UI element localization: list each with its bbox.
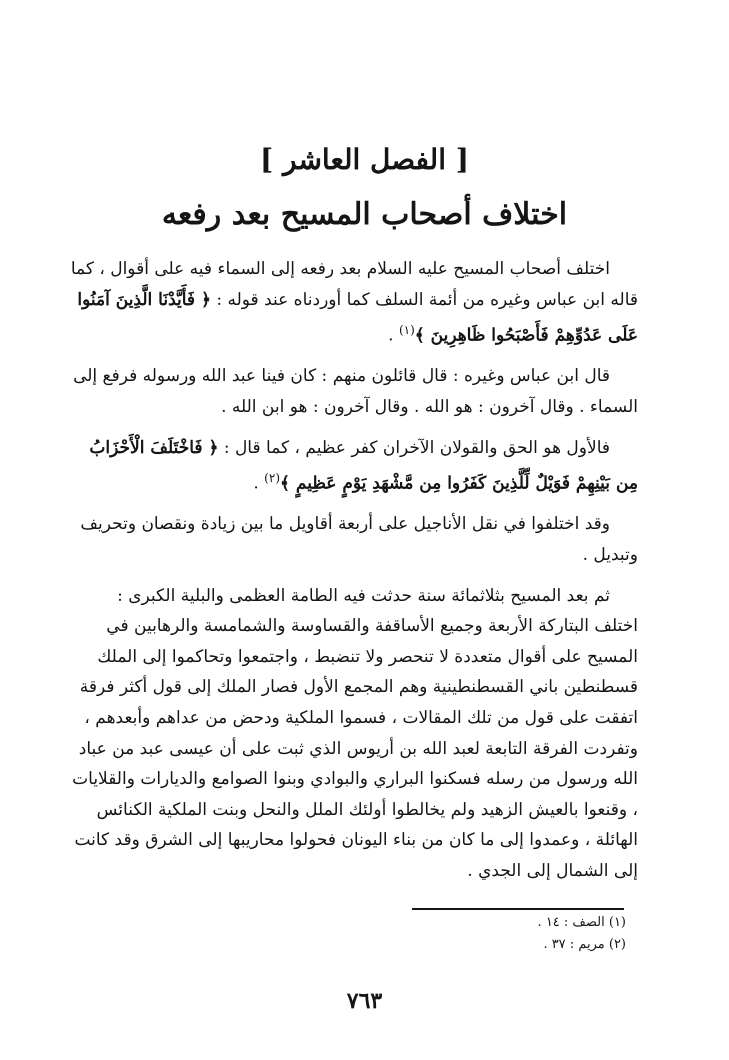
footnotes bbox=[300, 912, 626, 956]
paragraph-end: . bbox=[388, 325, 394, 346]
paragraph bbox=[70, 581, 638, 887]
footnote-divider bbox=[412, 908, 624, 910]
paragraph-text: قال ابن عباس وغيره : قال قائلون منهم : كان فينا عبد الله ورسوله فرفع إلى السماء . وقال آخرون : هو الله . وقال آخرون : هو ابن الله . bbox=[73, 366, 638, 418]
paragraph-text: فالأول هو الحق والقولان الآخران كفر عظيم ، كما قال : bbox=[223, 437, 610, 458]
page-number: ٧٦٣ bbox=[346, 988, 383, 1014]
footnote: (١) الصف : ١٤ . bbox=[537, 915, 626, 930]
footnote-marker[interactable]: (٢) bbox=[264, 471, 280, 486]
quran-verse: ﴿ فَأَيَّدْنَا الَّذِينَ آمَنُوا عَلَى عَدُوِّهِمْ فَأَصْبَحُوا ظَاهِرِينَ ﴾ bbox=[77, 289, 638, 346]
paragraph-end: . bbox=[253, 473, 259, 494]
paragraph bbox=[70, 361, 638, 422]
quran-verse: ﴿ فَاخْتَلَفَ الْأَحْزَابُ مِن بَيْنِهِمْ فَوَيْلٌ لِّلَّذِينَ كَفَرُوا مِن مَّشْهَدِ يَوْمٍ عَظِيمٍ ﴾ bbox=[89, 437, 638, 494]
paragraph-text: وقد اختلفوا في نقل الأناجيل على أربعة أقاويل ما بين زيادة ونقصان وتحريف وتبديل . bbox=[80, 514, 638, 566]
chapter-label: [ الفصل العاشر ] bbox=[260, 143, 469, 176]
body-text bbox=[70, 254, 638, 897]
footnote-marker[interactable]: (١) bbox=[398, 323, 415, 338]
footnote: (٢) مريم : ٣٧ . bbox=[543, 937, 626, 952]
paragraph bbox=[70, 433, 638, 500]
paragraph bbox=[70, 509, 638, 570]
paragraph-text: ثم بعد المسيح بثلاثمائة سنة حدثت فيه الطامة العظمى والبلية الكبرى : اختلف البتاركة الأربعة وجميع الأساقفة والقساوسة والشمامسة والرهابين في المسيح على أقوال متعددة لا تنحصر ولا تنضبط ، واجتمعوا وتحاكموا إلى الملك قسطنطين باني القسطنطينية وهم المجمع الأول فصار الملك إلى قول أكثر فرقة اتفقت على قول من تلك المقالات ، فسموا الملكية ودحض من عداهم وأبعدهم ، وتفردت الفرقة التابعة لعبد الله بن أريوس الذي ثبت على أن عيسى عبد من عباد الله ورسول من رسله فسكنوا البراري والبوادي وبنوا الصوامع والديارات والقلايات ، وقنعوا بالعيش الزهيد ولم يخالطوا أولئك الملل والنحل وبنت الملكية الكنائس الهائلة ، وعمدوا إلى ما كان من بناء اليونان فحولوا محاريبها إلى الشرق وقد كانت إلى الشمال إلى الجدي . bbox=[72, 585, 638, 881]
paragraph-text: اختلف أصحاب المسيح عليه السلام بعد رفعه إلى السماء فيه على أقوال ، كما قاله ابن عباس وغيره من أئمة السلف كما أوردناه عند قوله : bbox=[70, 259, 638, 310]
chapter-title: اختلاف أصحاب المسيح بعد رفعه bbox=[161, 197, 568, 232]
paragraph bbox=[70, 254, 638, 351]
